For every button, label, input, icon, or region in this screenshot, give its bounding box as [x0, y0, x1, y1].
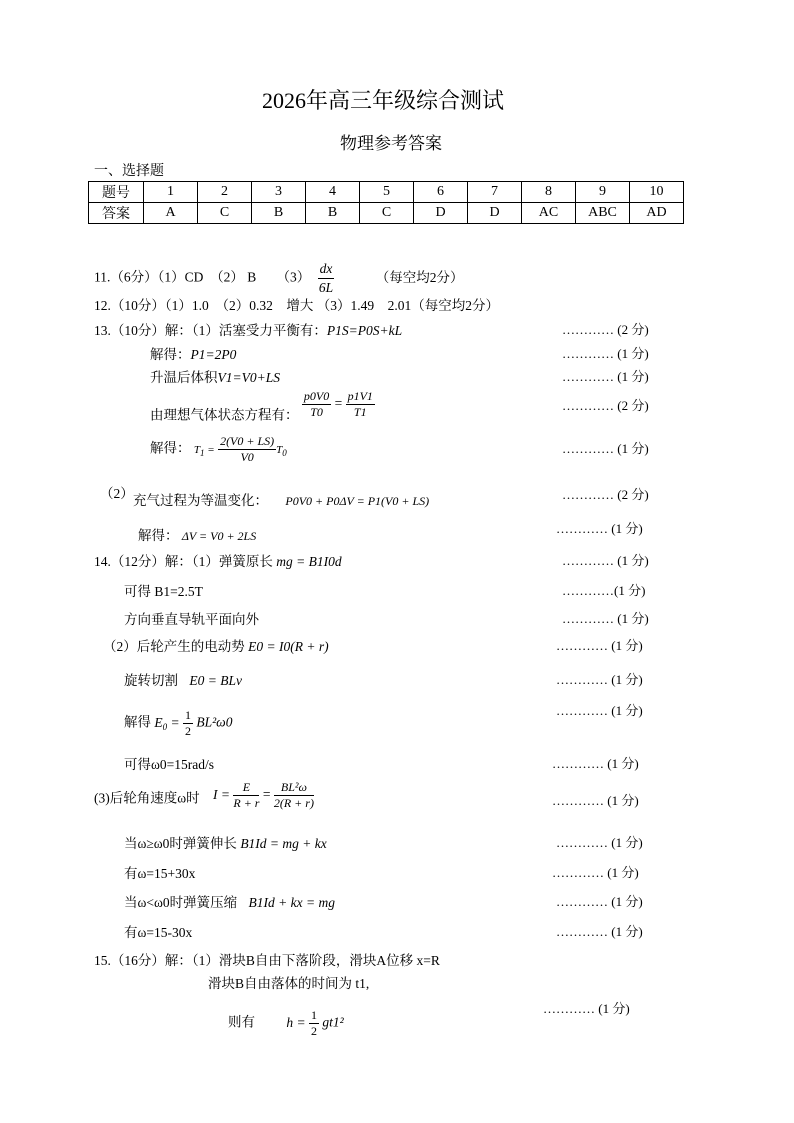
q14-line11 [124, 891, 335, 911]
points-label: ………… (1 分) [562, 611, 649, 626]
table-cell: 6 [414, 182, 468, 203]
formula: P1=2P0 [190, 347, 237, 362]
table-cell: C [360, 203, 414, 224]
points-label: ………… (1 分) [556, 835, 643, 850]
points-label: ………… (2 分) [562, 322, 649, 337]
frac-denominator: V0 [240, 450, 254, 464]
table-cell: B [306, 203, 360, 224]
frac-numerator: 2(V0 + LS) [220, 434, 275, 448]
q14-line2: 可得 B1=2.5T [124, 584, 203, 599]
q11-line [94, 260, 464, 297]
formula: E0 = I0(R + r) [248, 639, 329, 654]
points-label: ………… (1 分) [556, 924, 643, 939]
q14-line10: 有ω=15+30x [124, 866, 196, 881]
q13-line4: 由理想气体状态方程有： $\frac{p0V0}{T0}$ = $\frac{p1V1}{T1}$ [150, 389, 373, 423]
line-text: 解得 [124, 714, 151, 730]
table-cell: C [198, 203, 252, 224]
table-cell: 7 [468, 182, 522, 203]
q11-fraction [318, 260, 335, 297]
points-label: ………… (1 分) [562, 369, 649, 384]
frac-denominator: T1 [353, 405, 367, 419]
line-text: 解得： [150, 440, 191, 456]
line-text: 解得： [150, 347, 191, 362]
line-text: （2）后轮产生的电动势 [103, 639, 245, 654]
formula: mg = B1I0d [276, 554, 342, 569]
points-label: ………… (1 分) [556, 521, 643, 536]
points-label: ………… (2 分) [562, 487, 649, 502]
frac-numerator: p1V1 [347, 389, 373, 403]
table-cell: 3 [252, 182, 306, 203]
fraction [346, 389, 375, 420]
q15-line1: 15.（16分）解：（1）滑块B自由下落阶段，滑块A位移 x=R [94, 953, 440, 968]
table-cell: 10 [630, 182, 684, 203]
frac-denominator: 2(R + r) [273, 796, 314, 810]
row-label: 题号 [89, 182, 144, 203]
points-label: ………… (2 分) [562, 398, 649, 413]
q11-note: （每空均2分） [375, 269, 464, 285]
table-cell: AC [522, 203, 576, 224]
formula: P1S=P0S+kL [326, 323, 403, 338]
table-cell: 2 [198, 182, 252, 203]
q14-line12: 有ω=15-30x [124, 925, 193, 940]
q12-line: 12.（10分）（1）1.0 （2）0.32 增大 （3）1.49 2.01（每空均2分） [94, 298, 499, 313]
line-text: 13.（10分）解：（1）活塞受力平衡有： [94, 323, 327, 338]
page-title: 2026年高三年级综合测试 [262, 88, 505, 113]
points-label: ………… (1 分) [556, 894, 643, 909]
q13-line7 [138, 524, 256, 544]
points-label: ………… (1 分) [552, 793, 639, 808]
points-label: ………… (1 分) [556, 672, 643, 687]
points-label: ………… (1 分) [552, 756, 639, 771]
formula: V1=V0+LS [217, 370, 280, 385]
section-heading: 一、选择题 [94, 164, 164, 179]
q14-line3: 方向垂直导轨平面向外 [124, 612, 259, 627]
q13-line1 [94, 319, 402, 339]
line-text: 旋转切割 [124, 673, 178, 688]
table-cell: B [252, 203, 306, 224]
q15-line3: 则有 h = $\frac{1}{2}$ gt1² [228, 1008, 344, 1038]
formula: ΔV = V0 + 2LS [181, 529, 257, 543]
fraction [218, 434, 276, 465]
frac-numerator: BL²ω [274, 780, 314, 796]
formula: E0 = BLv [189, 673, 242, 688]
points-label: ………… (1 分) [556, 638, 643, 653]
fraction: $\frac{1}{2}$ [311, 1008, 317, 1038]
table-cell: 1 [144, 182, 198, 203]
line-text: 14.（12分）解：（1）弹簧原长 [94, 554, 273, 569]
line-text: 充气过程为等温变化： [133, 493, 268, 508]
points-label: ………… (1 分) [562, 441, 649, 456]
formula: gt1² [322, 1014, 344, 1030]
points-label: ………… (1 分) [562, 553, 649, 568]
table-cell: D [468, 203, 522, 224]
table-cell: ABC [576, 203, 630, 224]
table-cell: D [414, 203, 468, 224]
row-label: 答案 [89, 203, 144, 224]
table-row [89, 203, 684, 224]
q14-line9 [124, 832, 327, 852]
fraction [233, 780, 259, 811]
q14-line1 [94, 550, 342, 570]
q13-line2 [150, 343, 236, 363]
line-text: 升温后体积 [150, 370, 218, 385]
table-cell: 9 [576, 182, 630, 203]
q14-line6: 解得 $E_0$ = $\frac{1}{2}$ BL²ω0 [124, 708, 233, 738]
q13-line6 [133, 489, 429, 509]
q15-line2: 滑块B自由落体的时间为 t1, [208, 976, 370, 991]
frac-denominator: T0 [310, 405, 323, 419]
table-cell: AD [630, 203, 684, 224]
frac-numerator: E [233, 780, 259, 796]
table-cell: 4 [306, 182, 360, 203]
line-text: 当ω<ω0时弹簧压缩 [124, 895, 238, 910]
table-cell: 5 [360, 182, 414, 203]
points-label: ………… (1 分) [552, 865, 639, 880]
q13-line5: 解得： $T_1$ = $\frac{2(V0 + LS)}{V0}$ $T_0$ [150, 434, 287, 464]
frac-numerator: dx [318, 260, 335, 279]
answer-table [88, 181, 684, 224]
points-label: ………… (1 分) [562, 346, 649, 361]
table-row [89, 182, 684, 203]
part-label: （2） [100, 486, 134, 501]
formula: B1Id = mg + kx [240, 836, 327, 851]
points-label: ………… (1 分) [556, 703, 643, 718]
points-label: ………… (1 分) [543, 1001, 630, 1016]
q14-line7: 可得ω0=15rad/s [124, 757, 214, 772]
line-text: 解得： [138, 528, 179, 543]
q14-line4 [103, 635, 329, 655]
frac-denominator: 6L [318, 280, 334, 295]
fraction [274, 780, 314, 811]
formula: P0V0 + P0ΔV = P1(V0 + LS) [285, 494, 430, 508]
frac-numerator: p0V0 [303, 389, 330, 403]
page-subtitle: 物理参考答案 [340, 134, 442, 153]
q13-line3 [150, 366, 280, 386]
table-cell: A [144, 203, 198, 224]
q14-line8: (3)后轮角速度ω时 I = $\frac{E}{R + r}$ = $\frac{\text{BL²ω}}{2(R + r)}$ [94, 780, 314, 810]
line-text: 由理想气体状态方程有： [150, 407, 299, 423]
q14-line5 [124, 669, 242, 689]
points-label: …………(1 分) [562, 583, 646, 598]
formula: BL²ω0 [196, 714, 233, 730]
q11-text: 11.（6分）（1）CD （2） B （3） [94, 269, 311, 285]
line-text: 则有 [228, 1014, 255, 1030]
fraction [302, 389, 331, 420]
table-cell: 8 [522, 182, 576, 203]
frac-denominator: R + r [233, 796, 260, 810]
line-text: 当ω≥ω0时弹簧伸长 [124, 836, 237, 851]
formula: B1Id + kx = mg [248, 895, 335, 910]
fraction: $\frac{1}{2}$ [185, 708, 191, 738]
line-text: (3)后轮角速度ω时 [94, 790, 200, 806]
